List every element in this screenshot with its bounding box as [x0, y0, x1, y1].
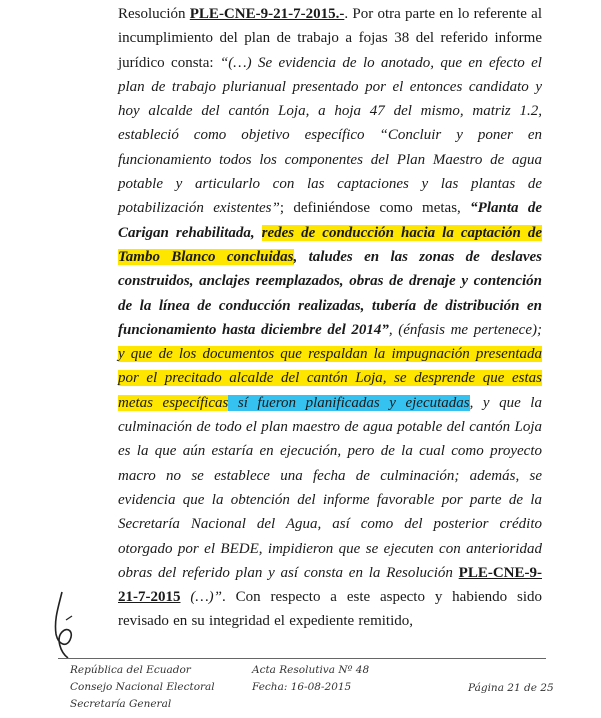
quoted-report-text: , y que la culminación de todo el plan maestro de agua potable del cantón Loja es la que aún estaría en ejecución, pero de la cual como proyecto macro no se establece una fecha de culminación; además, se evidencia que la obtención del informe favorable por parte de la Secretaría Nacional del Agua, así como del posterior crédito otorgado por el BEDE, impidieron que se ejecuten con anterioridad obras del referido plan y así consta en la Resolución: [118, 394, 542, 581]
goals-text: , taludes en las zonas de deslaves construidos, anclajes reemplazados, obras de drenaje y contención de la línea de conducción realizadas, tubería de distribución en funcionamiento hasta diciembre del 2014”: [118, 248, 542, 338]
footer-institution: [70, 662, 215, 713]
resolution-body: [118, 2, 542, 634]
margin-signature-mark: [48, 590, 84, 660]
footer-council: Consejo Nacional Electoral: [70, 681, 215, 693]
page-number: Página 21 de 25: [468, 682, 554, 694]
highlighted-yellow-text: y que de los documentos que respaldan la impugnación presentada por el precitado alcalde del cantón Loja, se desprende que estas metas específicas: [118, 346, 542, 411]
quote-close: (…)”: [180, 589, 223, 606]
text-run: . Por otra parte en lo referente al incumplimiento del plan de trabajo a fojas 38 del referido informe jurídico consta:: [118, 6, 542, 71]
footer-country: República del Ecuador: [70, 664, 191, 676]
text-run: . Con respecto a este aspecto y habiendo sido revisado en su integridad el expediente remitido,: [118, 589, 543, 630]
quoted-report-text: “(…) Se evidencia de lo anotado, que en efecto el plan de trabajo plurianual presentado por el entonces candidato y hoy alcalde del cantón Loja, a hoja 47 del mismo, matriz 1.2, estableció como objetivo específico “Concluir y poner en funcionamiento todos los componentes del Plan Maestro de agua potable y articularlo con las captaciones y las plantas de potabilización existentes”: [118, 54, 542, 217]
footer-divider: [58, 658, 546, 659]
footer-secretariat: Secretaría General: [70, 698, 172, 710]
text-run: ; definiéndose como metas,: [279, 200, 471, 217]
footer-act: [252, 662, 369, 696]
resolution-reference: PLE-CNE-9-21-7-2015.-: [189, 6, 345, 22]
highlighted-blue-text: sí fueron planificadas y ejecutadas: [228, 394, 470, 411]
footer-date: Fecha: 16-08-2015: [252, 681, 352, 693]
body-paragraph: [118, 2, 542, 634]
footer-act-number: Acta Resolutiva Nº 48: [252, 664, 370, 676]
resolution-reference: PLE-CNE-9-21-7-2015: [118, 564, 542, 606]
highlighted-goal: redes de conducción hacia la captación de Tambo Blanco concluidas: [118, 224, 542, 265]
emphasis-note: , (énfasis me pertenece);: [388, 321, 542, 338]
goals-text: “Planta de Carigan rehabilitada,: [118, 200, 543, 241]
text-run: Resolución: [118, 6, 190, 22]
page-footer: [0, 658, 601, 718]
